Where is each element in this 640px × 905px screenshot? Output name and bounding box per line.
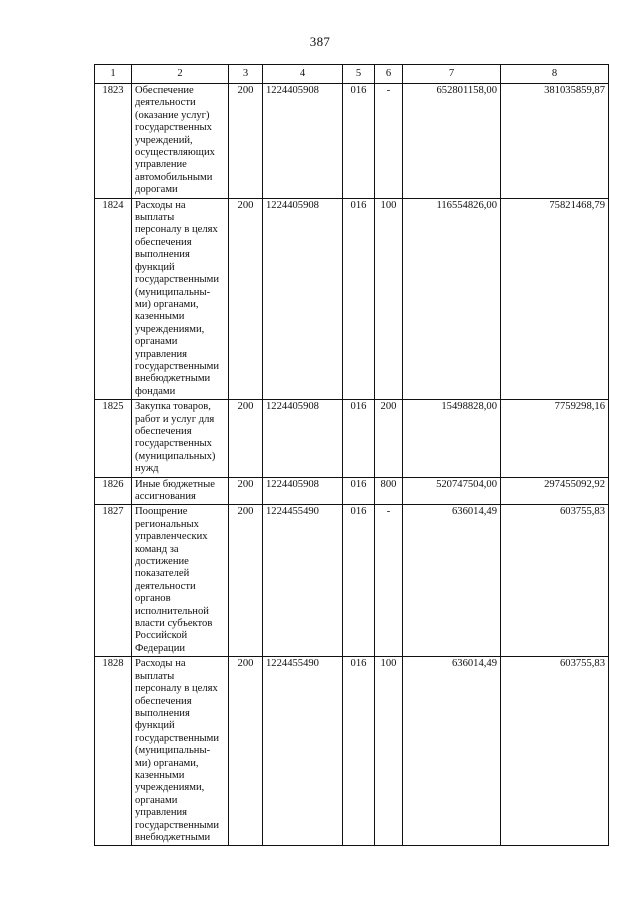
target-code-cell: 1224405908 [263,84,343,199]
target-code-cell: 1224455490 [263,505,343,657]
amount-cell: 7759298,16 [501,400,609,477]
code-cell: 200 [375,400,403,477]
column-header: 5 [343,65,375,84]
code-cell: 016 [343,400,375,477]
amount-cell: 603755,83 [501,505,609,657]
code-cell: - [375,505,403,657]
row-number-cell: 1828 [95,657,132,846]
item-name-cell: Поощрение региональных управленческих команд за достижение показателей деятельности органов исполнительной власти субъектов Российской Федерации [132,505,229,657]
row-number-cell: 1826 [95,477,132,505]
column-header: 7 [403,65,501,84]
amount-cell: 520747504,00 [403,477,501,505]
column-header: 2 [132,65,229,84]
code-cell: 016 [343,84,375,199]
amount-cell: 75821468,79 [501,198,609,400]
row-number-cell: 1827 [95,505,132,657]
item-name-cell: Иные бюджетные ассигнования [132,477,229,505]
row-number-cell: 1823 [95,84,132,199]
item-name-cell: Обеспечение деятельности (оказание услуг) государственных учреждений, осуществляющих управление автомобильными дорогами [132,84,229,199]
code-cell: 200 [229,505,263,657]
target-code-cell: 1224405908 [263,477,343,505]
code-cell: 800 [375,477,403,505]
code-cell: 200 [229,198,263,400]
column-header: 4 [263,65,343,84]
column-header: 3 [229,65,263,84]
amount-cell: 297455092,92 [501,477,609,505]
amount-cell: 381035859,87 [501,84,609,199]
page-number: 387 [309,34,331,49]
target-code-cell: 1224405908 [263,198,343,400]
header-row [95,65,609,84]
item-name-cell: Расходы на выплаты персоналу в целях обеспечения выполнения функций государственными (муниципальны- ми) органами, казенными учреждениями, органами управления государственными внебюджетными [132,657,229,846]
table-row [95,657,609,846]
table-row [95,400,609,477]
row-number-cell: 1825 [95,400,132,477]
amount-cell: 636014,49 [403,657,501,846]
amount-cell: 603755,83 [501,657,609,846]
code-cell: 200 [229,84,263,199]
code-cell: 100 [375,198,403,400]
row-number-cell: 1824 [95,198,132,400]
item-name-cell: Расходы на выплаты персоналу в целях обеспечения выполнения функций государственными (муниципальны- ми) органами, казенными учреждениями, органами управления государственными внебюджетными фондами [132,198,229,400]
code-cell: 200 [229,477,263,505]
amount-cell: 636014,49 [403,505,501,657]
budget-table [94,64,609,846]
code-cell: 016 [343,657,375,846]
table-row [95,477,609,505]
column-header: 6 [375,65,403,84]
amount-cell: 15498828,00 [403,400,501,477]
code-cell: - [375,84,403,199]
target-code-cell: 1224455490 [263,657,343,846]
table-row [95,198,609,400]
code-cell: 016 [343,477,375,505]
code-cell: 016 [343,505,375,657]
column-header: 8 [501,65,609,84]
amount-cell: 116554826,00 [403,198,501,400]
code-cell: 016 [343,198,375,400]
target-code-cell: 1224405908 [263,400,343,477]
code-cell: 200 [229,400,263,477]
code-cell: 100 [375,657,403,846]
column-header: 1 [95,65,132,84]
amount-cell: 652801158,00 [403,84,501,199]
table-row [95,505,609,657]
code-cell: 200 [229,657,263,846]
item-name-cell: Закупка товаров, работ и услуг для обеспечения государственных (муниципальных) нужд [132,400,229,477]
table-row [95,84,609,199]
